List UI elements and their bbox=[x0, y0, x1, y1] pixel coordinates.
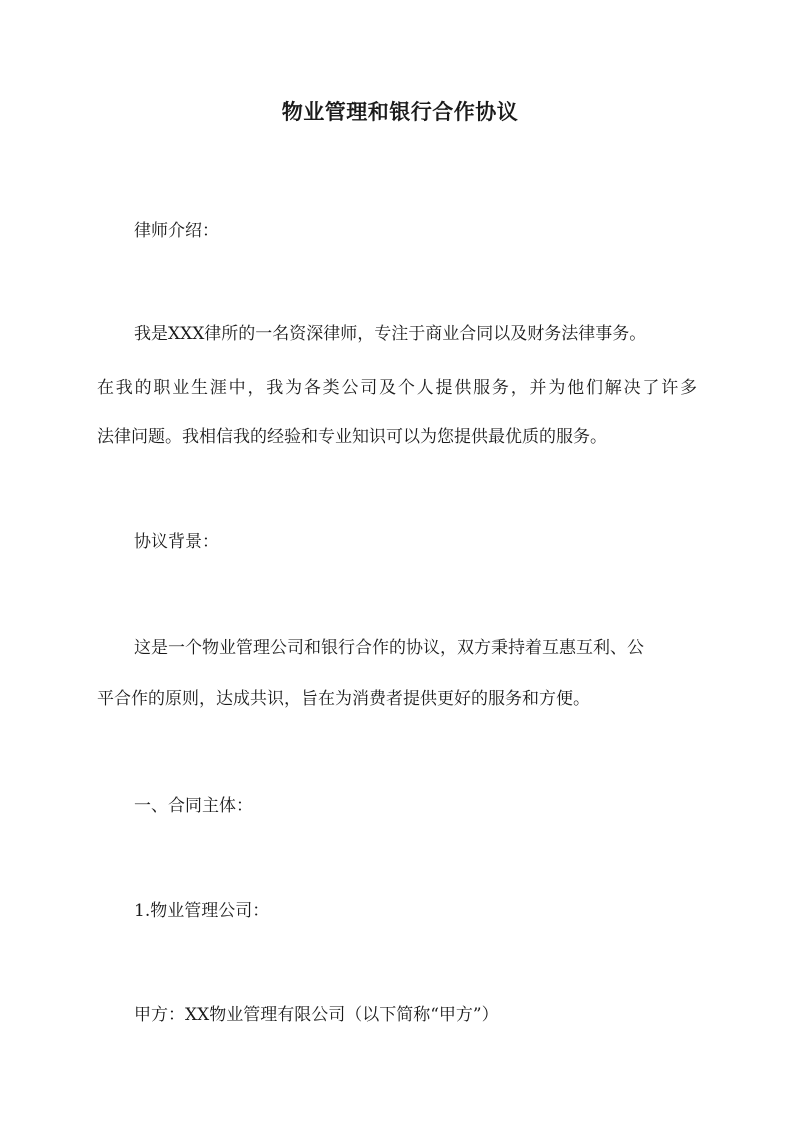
item-1-heading: 1.物业管理公司： bbox=[134, 901, 270, 921]
background-heading: 协议背景： bbox=[134, 532, 219, 552]
background-paragraph-line-1: 这是一个物业管理公司和银行合作的协议，双方秉持着互惠互利、公 bbox=[134, 638, 644, 658]
document-title: 物业管理和银行合作协议 bbox=[281, 99, 519, 124]
lawyer-paragraph-line-3: 法律问题。我相信我的经验和专业知识可以为您提供最优质的服务。 bbox=[97, 427, 607, 447]
lawyer-heading: 律师介绍： bbox=[134, 221, 219, 241]
background-paragraph-line-2: 平合作的原则，达成共识，旨在为消费者提供更好的服务和方便。 bbox=[97, 689, 590, 709]
section-1-heading: 一、合同主体： bbox=[134, 796, 253, 816]
lawyer-paragraph-line-1: 我是XXX律所的一名资深律师，专注于商业合同以及财务法律事务。 bbox=[134, 324, 647, 344]
party-a-line: 甲方：XX物业管理有限公司（以下简称“甲方”） bbox=[134, 1005, 499, 1025]
lawyer-paragraph-line-2: 在我的职业生涯中，我为各类公司及个人提供服务，并为他们解决了许多 bbox=[97, 378, 697, 398]
